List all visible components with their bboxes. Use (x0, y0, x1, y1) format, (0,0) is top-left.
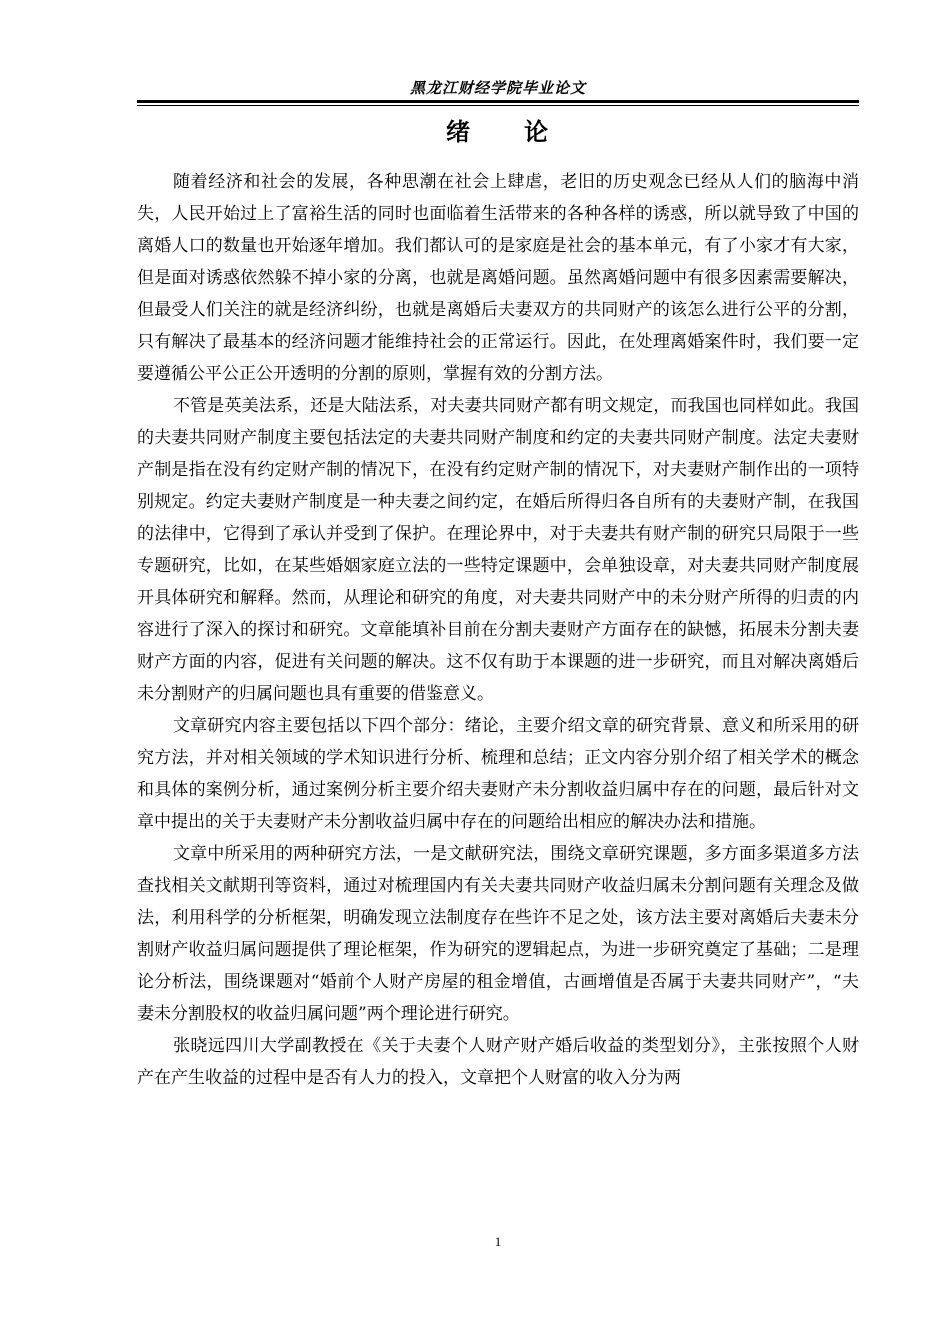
paragraph-3: 文章研究内容主要包括以下四个部分：绪论，主要介绍文章的研究背景、意义和所采用的研究方法，并对相关领域的学术知识进行分析、梳理和总结；正文内容分别介绍了相关学术的概念和具体的案例分析，通过案例分析主要介绍夫妻财产未分割收益归属中存在的问题，最后针对文章中提出的关于夫妻财产未分割收益归属中存在的问题给出相应的解决办法和措施。 (137, 716, 859, 832)
header-rule (137, 100, 859, 103)
paragraph-1: 随着经济和社会的发展，各种思潮在社会上肆虐，老旧的历史观念已经从人们的脑海中消失，人民开始过上了富裕生活的同时也面临着生活带来的各种各样的诱惑，所以就导致了中国的离婚人口的数量也开始逐年增加。我们都认可的是家庭是社会的基本单元，有了小家才有大家，但是面对诱惑依然躲不掉小家的分离，也就是离婚问题。虽然离婚问题中有很多因素需要解决，但最受人们关注的就是经济纠纷，也就是离婚后夫妻双方的共同财产的该怎么进行公平的分割，只有解决了最基本的经济问题才能维持社会的正常运行。因此，在处理离婚案件时，我们要一定要遵循公平公正公开透明的分割的原则，掌握有效的分割方法。 (137, 172, 859, 384)
paragraph-2: 不管是英美法系，还是大陆法系，对夫妻共同财产都有明文规定，而我国也同样如此。我国的夫妻共同财产制度主要包括法定的夫妻共同财产制度和约定的夫妻共同财产制度。法定夫妻财产制是指在没有约定财产制的情况下，在没有约定财产制的情况下，对夫妻财产制作出的一项特别规定。约定夫妻财产制度是一种夫妻之间约定，在婚后所得归各自所有的夫妻财产制，在我国的法律中，它得到了承认并受到了保护。在理论界中，对于夫妻共有财产制的研究只局限于一些专题研究，比如，在某些婚姻家庭立法的一些特定课题中，会单独设章，对夫妻共同财产制度展开具体研究和解释。然而，从理论和研究的角度，对夫妻共同财产中的未分财产所得的归责的内容进行了深入的探讨和研究。文章能填补目前在分割夫妻财产方面存在的缺憾，拓展未分割夫妻财产方面的内容，促进有关问题的解决。这不仅有助于本课题的进一步研究，而且对解决离婚后未分割财产的归属问题也具有重要的借鉴意义。 (137, 396, 859, 704)
body-text (137, 166, 859, 1094)
page-number: 1 (494, 1234, 502, 1249)
chapter-title: 绪 论 (446, 118, 550, 146)
paragraph-5: 张晓远四川大学副教授在《关于夫妻个人财产财产婚后收益的类型划分》，主张按照个人财产在产生收益的过程中是否有人力的投入，文章把个人财富的收入分为两 (137, 1036, 859, 1088)
paragraph-4: 文章中所采用的两种研究方法，一是文献研究法，围绕文章研究课题，多方面多渠道多方法查找相关文献期刊等资料，通过对梳理国内有关夫妻共同财产收益归属未分割问题有关理念及做法，利用科学的分析框架，明确发现立法制度存在些许不足之处，该方法主要对离婚后夫妻未分割财产收益归属问题提供了理论框架，作为研究的逻辑起点，为进一步研究奠定了基础；二是理论分析法，围绕课题对“婚前个人财产房屋的租金增值，古画增值是否属于夫妻共同财产”，“夫妻未分割股权的收益归属问题”两个理论进行研究。 (137, 844, 859, 1024)
page-header: 黑龙江财经学院毕业论文 (409, 79, 586, 97)
header-rule-thin (137, 105, 859, 106)
